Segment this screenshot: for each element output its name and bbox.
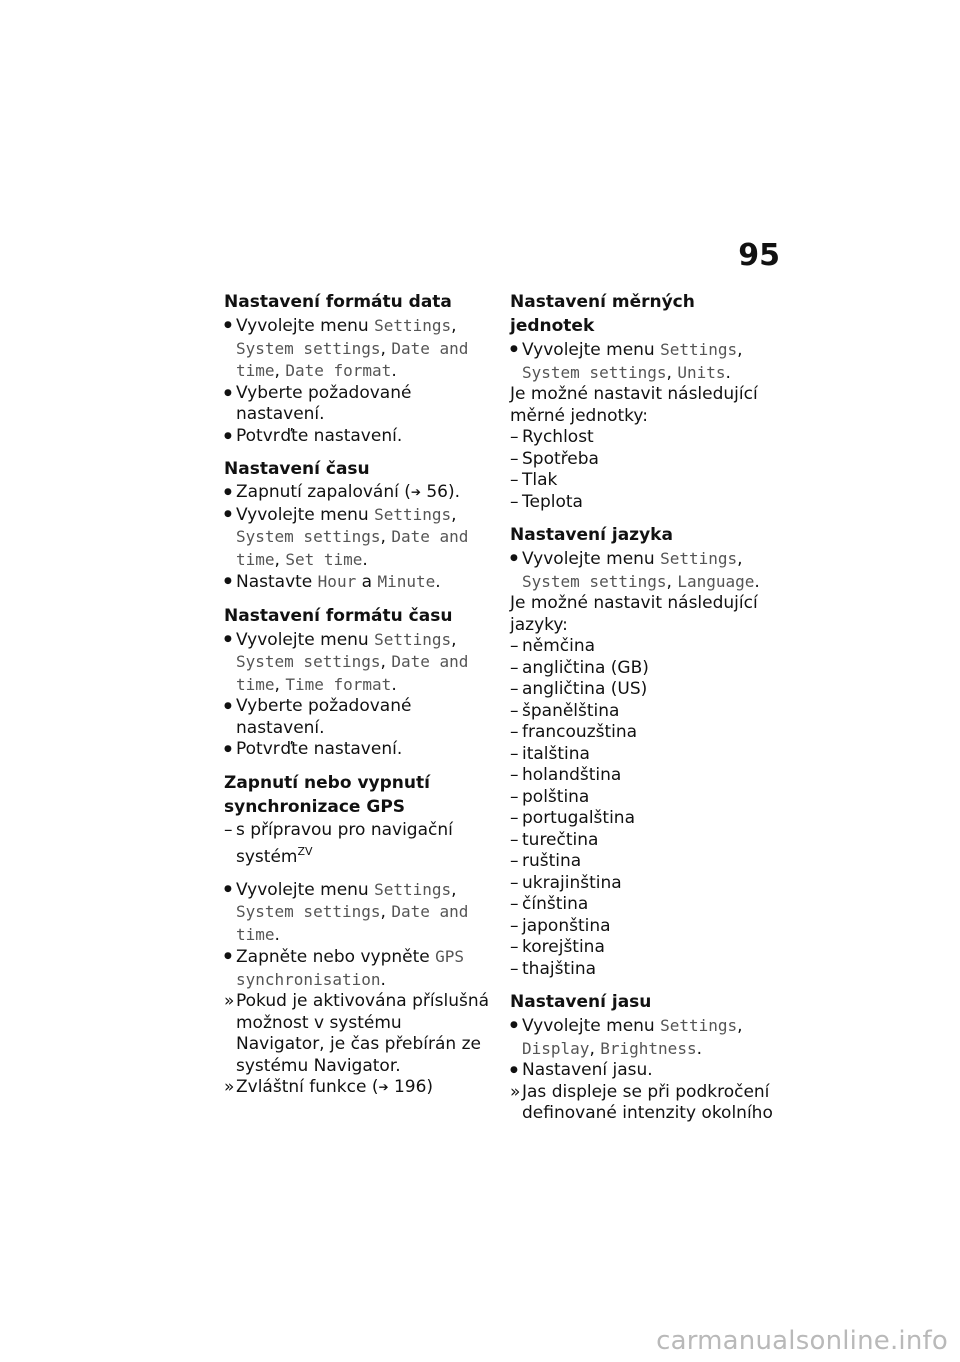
bullet-icon xyxy=(224,504,236,529)
heading-brightness: Nastavení jasu xyxy=(510,992,652,1012)
list-item: – francouzština xyxy=(510,722,785,744)
step-time-format-menu: ● Vyvolejte menu Settings, System settings, Date and time, Time format. xyxy=(224,629,492,697)
list-item: – holandština xyxy=(510,765,785,787)
list-item: – Rychlost xyxy=(510,427,785,449)
result-icon xyxy=(510,1082,522,1104)
result-brightness: » Jas displeje se při podkročení definované intenzity okolního xyxy=(510,1082,785,1125)
language-intro: Je možné nastavit následující jazyky: xyxy=(510,593,758,635)
dash-icon xyxy=(510,427,522,449)
list-item: – portugalština xyxy=(510,808,785,830)
bullet-icon xyxy=(224,739,236,764)
step-brightness-menu: ● Vyvolejte menu Settings, Display, Brightness. xyxy=(510,1015,785,1060)
list-item: – španělština xyxy=(510,701,785,723)
list-item: – thajština xyxy=(510,959,785,981)
right-column xyxy=(510,290,785,1125)
dash-icon xyxy=(510,701,522,723)
heading-gps: Zapnutí nebo vypnutí synchronizace GPS xyxy=(224,772,430,817)
bullet-icon xyxy=(224,426,236,451)
language-list xyxy=(510,636,785,980)
dash-icon xyxy=(510,744,522,766)
step-date-format-select: ● Vyberte požadované nastavení. xyxy=(224,383,492,426)
units-intro: Je možné nastavit následující měrné jednotky: xyxy=(510,384,758,426)
heading-units: Nastavení měrných jednotek xyxy=(510,292,695,336)
watermark: carmanualsonline.info xyxy=(656,1326,948,1356)
step-language-menu: ● Vyvolejte menu Settings, System settings, Language. xyxy=(510,548,785,593)
page-reference-arrow-icon: ➔ xyxy=(410,485,421,499)
heading-language: Nastavení jazyka xyxy=(510,525,673,545)
list-item: – Teplota xyxy=(510,492,785,514)
bullet-icon xyxy=(510,548,522,573)
list-item: – italština xyxy=(510,744,785,766)
list-item: – korejština xyxy=(510,937,785,959)
step-brightness-set: ● Nastavení jasu. xyxy=(510,1060,785,1082)
list-item: – angličtina (US) xyxy=(510,679,785,701)
bullet-icon xyxy=(224,879,236,904)
dash-icon xyxy=(510,959,522,981)
bullet-icon xyxy=(224,696,236,721)
bullet-icon xyxy=(510,339,522,364)
dash-icon xyxy=(510,873,522,895)
dash-icon xyxy=(510,916,522,938)
step-gps-menu: ● Vyvolejte menu Settings, System settings, Date and time. xyxy=(224,879,492,947)
units-list xyxy=(510,427,785,513)
dash-icon xyxy=(510,722,522,744)
list-item: – Tlak xyxy=(510,470,785,492)
step-gps-toggle: ● Zapněte nebo vypněte GPS synchronisation. xyxy=(224,946,492,991)
list-item: – polština xyxy=(510,787,785,809)
page-number: 95 xyxy=(738,238,780,273)
heading-time-format: Nastavení formátu času xyxy=(224,605,453,626)
bullet-icon xyxy=(510,1015,522,1040)
dash-icon xyxy=(510,894,522,916)
result-icon xyxy=(224,1077,236,1099)
dash-icon xyxy=(510,449,522,471)
heading-time: Nastavení času xyxy=(224,459,370,479)
bullet-icon xyxy=(224,315,236,340)
result-icon xyxy=(224,991,236,1013)
step-time-ignition: ● Zapnutí zapalování (➔ 56). xyxy=(224,482,492,504)
step-time-set: ● Nastavte Hour a Minute. xyxy=(224,571,492,594)
dash-icon xyxy=(510,679,522,701)
condition-navigation: – s přípravou pro navigační systém$^{ZV}$ xyxy=(224,820,492,869)
bullet-icon xyxy=(224,629,236,654)
result-gps-navigator: » Pokud je aktivována příslušná možnost v systému Navigator, je čas přebírán ze systému Navigator. xyxy=(224,991,492,1077)
dash-icon xyxy=(510,830,522,852)
dash-icon xyxy=(510,851,522,873)
result-special-function: » Zvláštní funkce (➔ 196) xyxy=(224,1077,492,1099)
list-item: – ruština xyxy=(510,851,785,873)
step-time-menu: ● Vyvolejte menu Settings, System settings, Date and time, Set time. xyxy=(224,504,492,572)
dash-icon xyxy=(510,658,522,680)
bullet-icon xyxy=(224,383,236,408)
list-item: – japonština xyxy=(510,916,785,938)
step-date-format-menu: ● Vyvolejte menu Settings, System settings, Date and time, Date format. xyxy=(224,315,492,383)
list-item: – němčina xyxy=(510,636,785,658)
dash-icon xyxy=(510,937,522,959)
list-item: – Spotřeba xyxy=(510,449,785,471)
list-item: – ukrajinština xyxy=(510,873,785,895)
list-item: – turečtina xyxy=(510,830,785,852)
bullet-icon xyxy=(224,571,236,596)
dash-icon xyxy=(510,636,522,658)
step-date-format-confirm: ● Potvrďte nastavení. xyxy=(224,426,492,448)
dash-icon xyxy=(510,765,522,787)
list-item: – angličtina (GB) xyxy=(510,658,785,680)
dash-icon xyxy=(510,787,522,809)
dash-icon xyxy=(510,808,522,830)
dash-icon xyxy=(510,470,522,492)
dash-icon xyxy=(510,492,522,514)
step-time-format-select: ● Vyberte požadované nastavení. xyxy=(224,696,492,739)
step-time-format-confirm: ● Potvrďte nastavení. xyxy=(224,739,492,761)
step-units-menu: ● Vyvolejte menu Settings, System settings, Units. xyxy=(510,339,785,384)
heading-date-format: Nastavení formátu data xyxy=(224,292,452,312)
bullet-icon xyxy=(224,946,236,971)
dash-icon xyxy=(224,820,236,842)
left-column xyxy=(224,290,492,1099)
page-reference-arrow-icon: ➔ xyxy=(378,1080,389,1094)
list-item: – čínština xyxy=(510,894,785,916)
